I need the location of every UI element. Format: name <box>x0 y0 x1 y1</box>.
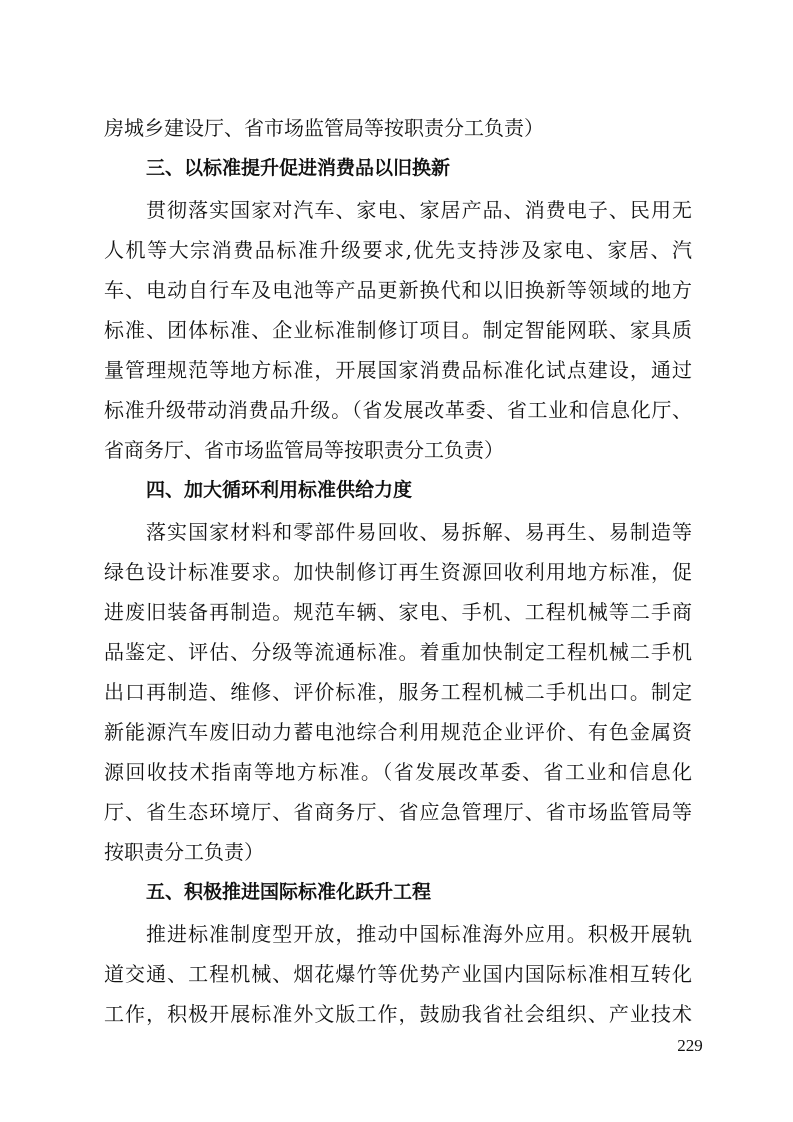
paragraph-line: 按职责分工负责） <box>104 840 264 864</box>
paragraph-line: 房城乡建设厅、省市场监管局等按职责分工负责） <box>104 116 544 140</box>
paragraph-line: 省商务厅、省市场监管局等按职责分工负责） <box>104 438 504 462</box>
paragraph-line: 人机等大宗消费品标准升级要求,优先支持涉及家电、家居、汽 <box>104 238 692 262</box>
paragraph-line: 标准升级带动消费品升级。（省发展改革委、省工业和信息化厅、 <box>104 398 692 422</box>
section-heading-3: 三、以标准提升促进消费品以旧换新 <box>146 157 451 179</box>
paragraph-line: 贯彻落实国家对汽车、家电、家居产品、消费电子、民用无 <box>146 198 692 222</box>
paragraph-line: 出口再制造、维修、评价标准，服务工程机械二手机出口。制定 <box>104 680 692 704</box>
paragraph-line: 道交通、工程机械、烟花爆竹等优势产业国内国际标准相互转化 <box>104 962 692 986</box>
page-number: 229 <box>677 1036 703 1055</box>
paragraph-line: 推进标准制度型开放，推动中国标准海外应用。积极开展轨 <box>146 922 692 946</box>
paragraph-line: 落实国家材料和零部件易回收、易拆解、易再生、易制造等 <box>146 520 692 544</box>
paragraph-line: 进废旧装备再制造。规范车辆、家电、手机、工程机械等二手商 <box>104 600 692 624</box>
paragraph-line: 工作，积极开展标准外文版工作，鼓励我省社会组织、产业技术 <box>104 1002 692 1026</box>
paragraph-line: 车、电动自行车及电池等产品更新换代和以旧换新等领域的地方 <box>104 278 692 302</box>
paragraph-line: 源回收技术指南等地方标准。（省发展改革委、省工业和信息化 <box>104 760 692 784</box>
paragraph-line: 量管理规范等地方标准，开展国家消费品标准化试点建设，通过 <box>104 358 692 382</box>
paragraph-line: 厅、省生态环境厅、省商务厅、省应急管理厅、省市场监管局等 <box>104 800 692 824</box>
paragraph-line: 品鉴定、评估、分级等流通标准。着重加快制定工程机械二手机 <box>104 640 692 664</box>
section-heading-5: 五、积极推进国际标准化跃升工程 <box>146 881 432 903</box>
section-heading-4: 四、加大循环利用标准供给力度 <box>146 479 413 501</box>
paragraph-line: 标准、团体标准、企业标准制修订项目。制定智能网联、家具质 <box>104 318 692 342</box>
paragraph-line: 绿色设计标准要求。加快制修订再生资源回收利用地方标准，促 <box>104 560 692 584</box>
paragraph-line: 新能源汽车废旧动力蓄电池综合利用规范企业评价、有色金属资 <box>104 720 692 744</box>
